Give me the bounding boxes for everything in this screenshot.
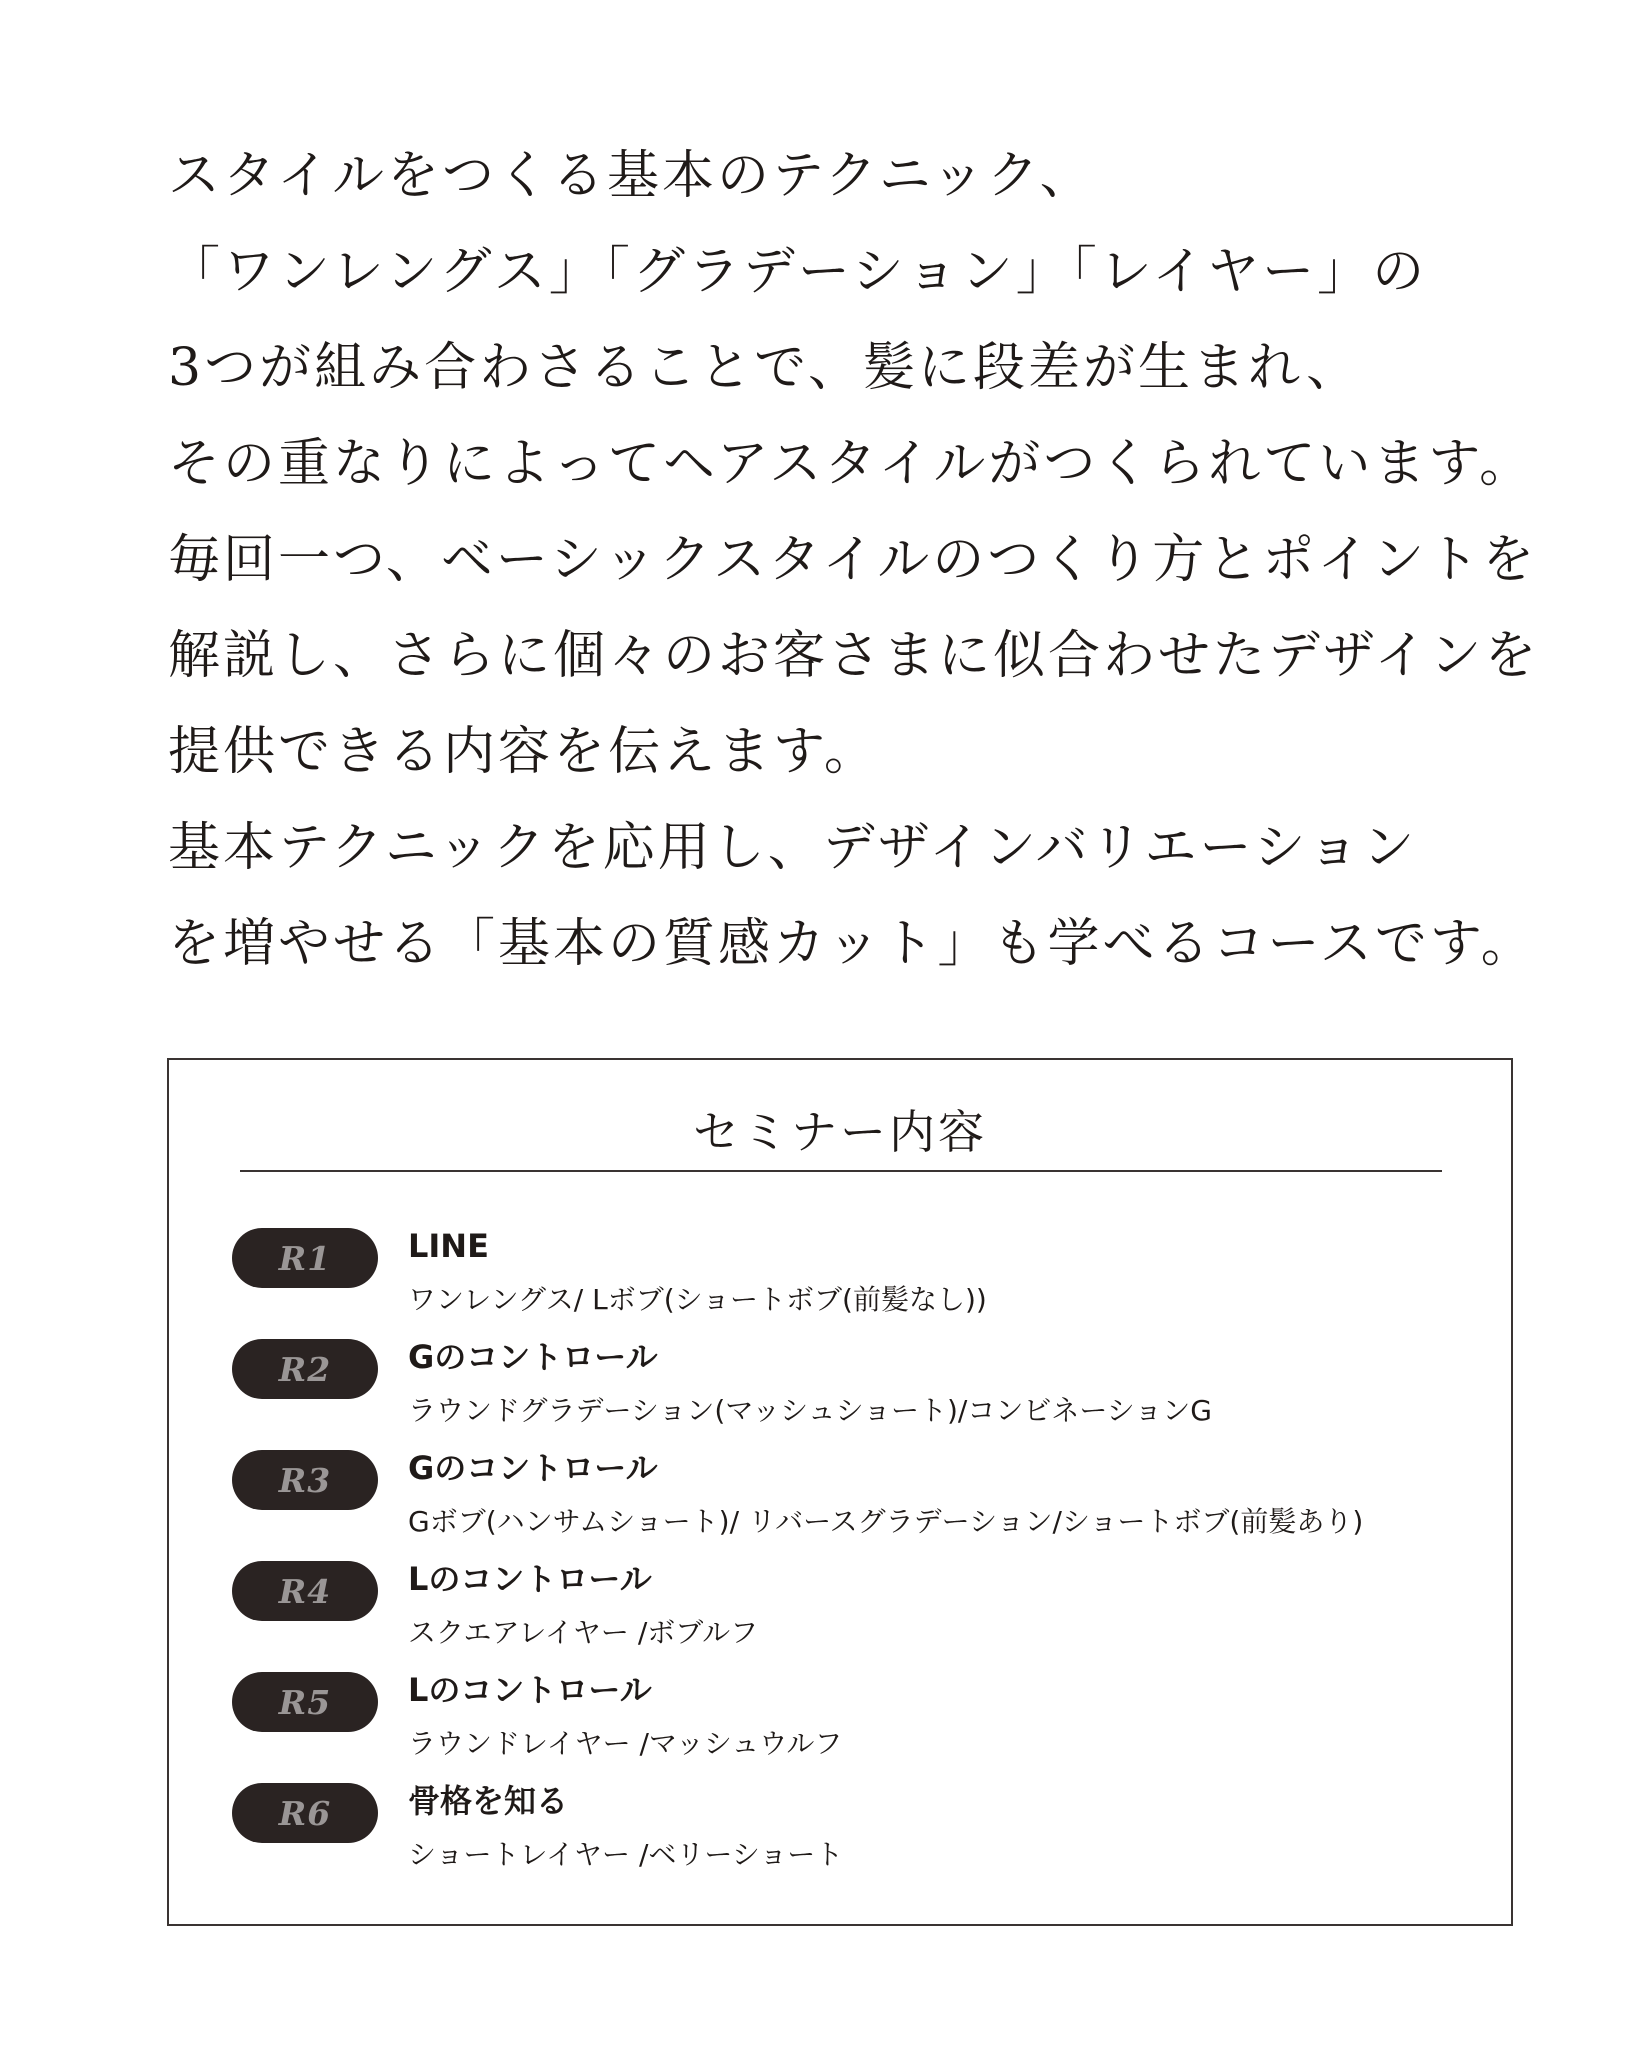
round-badge [232,1561,378,1621]
session-description: スクエアレイヤー /ボブルフ [408,1616,759,1649]
intro-line: 解説し、さらに個々のお客さまに似合わせたデザインを [168,626,1540,686]
session-title: 骨格を知る [408,1782,569,1820]
seminar-content-box [167,1058,1513,1926]
session-item-r4 [169,1557,1511,1668]
session-description: ラウンドレイヤー /マッシュウルフ [408,1727,843,1760]
intro-line: 3つが組み合わさることで、髪に段差が生まれ、 [168,338,1362,398]
session-description: ワンレングス/ Lボブ(ショートボブ(前髪なし)) [408,1283,987,1316]
round-badge-label: R3 [278,1460,332,1500]
intro-line: 毎回一つ、ベーシックスタイルのつくり方とポイントを [168,530,1538,590]
round-badge-label: R2 [278,1349,332,1389]
session-title: Gのコントロール [408,1338,658,1376]
intro-line: を増やせる「基本の質感カット」も学べるコースです。 [168,914,1536,974]
session-item-r3 [169,1446,1511,1557]
seminar-title: セミナー内容 [693,1105,987,1159]
round-badge-label: R1 [278,1238,332,1278]
session-item-r1 [169,1224,1511,1335]
session-title: LINE [408,1227,489,1265]
intro-text [168,128,1588,992]
session-item-r2 [169,1335,1511,1446]
intro-line: 基本テクニックを応用し、デザインバリエーション [168,818,1418,878]
intro-line: 「ワンレングス」「グラデーション」「レイヤー」の [168,242,1428,302]
session-description: Gボブ(ハンサムショート)/ リバースグラデーション/ショートボブ(前髪あり) [408,1505,1364,1538]
round-badge [232,1339,378,1399]
session-item-r5 [169,1668,1511,1779]
session-item-r6 [169,1779,1511,1890]
round-badge-label: R5 [278,1682,332,1722]
intro-line: 提供できる内容を伝えます。 [168,722,879,782]
round-badge [232,1228,378,1288]
intro-line: その重なりによってヘアスタイルがつくられています。 [168,434,1535,494]
round-badge-label: R4 [278,1571,332,1611]
intro-line: スタイルをつくる基本のテクニック、 [168,146,1095,206]
title-divider [240,1170,1442,1172]
session-description: ショートレイヤー /ベリーショート [408,1838,844,1871]
session-title: Lのコントロール [408,1560,652,1598]
round-badge [232,1672,378,1732]
round-badge [232,1450,378,1510]
session-list [169,1224,1511,1890]
session-description: ラウンドグラデーション(マッシュショート)/コンビネーションG [408,1394,1212,1427]
round-badge [232,1783,378,1843]
session-title: Gのコントロール [408,1449,658,1487]
session-title: Lのコントロール [408,1671,652,1709]
round-badge-label: R6 [278,1793,332,1833]
